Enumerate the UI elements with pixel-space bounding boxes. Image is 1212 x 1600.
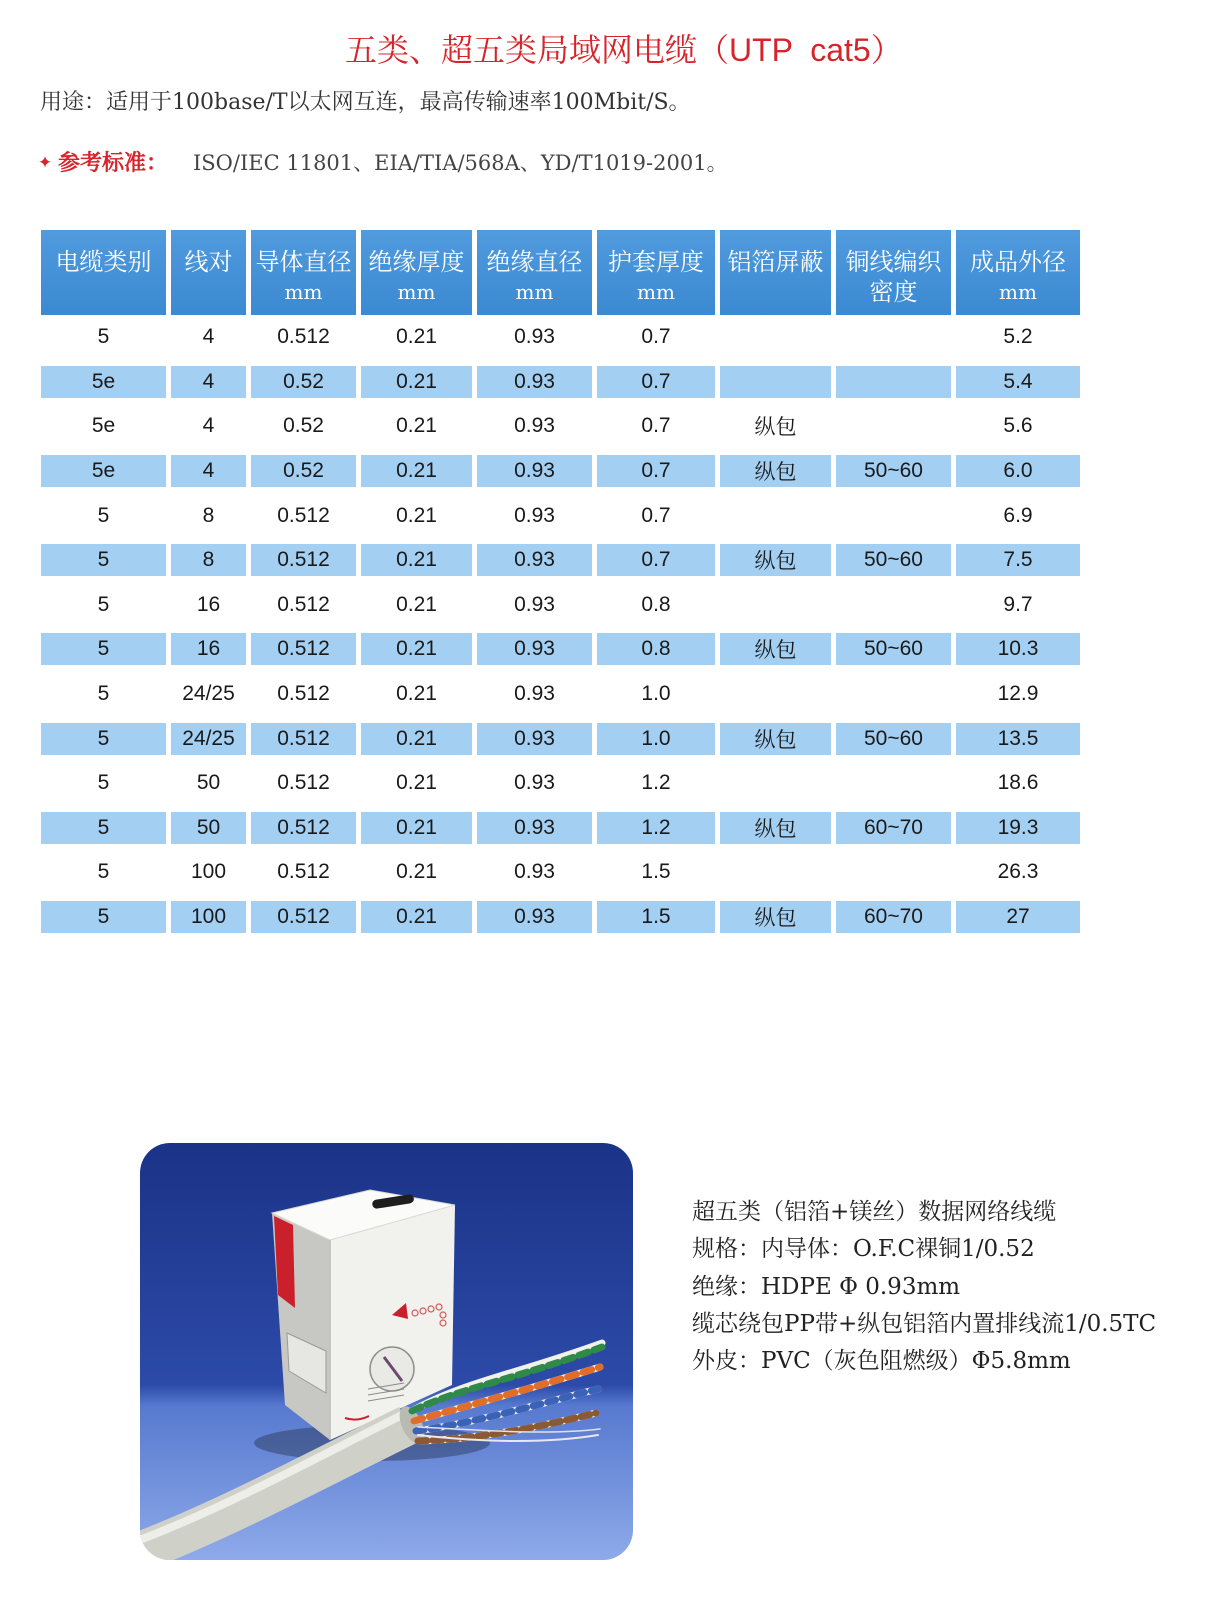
cell-jacket-thickness: 0.7 bbox=[597, 538, 715, 583]
cell-conductor-diameter: 0.512 bbox=[277, 503, 330, 527]
table-row bbox=[41, 583, 1080, 628]
cell-conductor-diameter: 0.512 bbox=[251, 538, 356, 583]
header-sublabel: mm bbox=[999, 280, 1037, 304]
cell-conductor-diameter: 0.52 bbox=[251, 449, 356, 494]
cell-braid-density bbox=[836, 360, 951, 405]
cell-cable-type: 5 bbox=[41, 538, 166, 583]
cell-outer-diameter: 27 bbox=[956, 895, 1080, 940]
cell-pairs: 100 bbox=[190, 860, 227, 884]
cell-outer-diameter: 12.9 bbox=[997, 682, 1039, 706]
cell-insulation-thickness: 0.21 bbox=[396, 325, 437, 349]
cell-insulation-thickness: 0.21 bbox=[396, 414, 437, 438]
header-label: 绝缘厚度 bbox=[368, 248, 465, 276]
cell-foil-shield bbox=[720, 583, 831, 628]
product-description bbox=[692, 1194, 1156, 1380]
cell-conductor-diameter: 0.512 bbox=[277, 771, 330, 795]
cell-insulation-thickness: 0.21 bbox=[361, 806, 472, 851]
cell-foil-shield bbox=[720, 360, 831, 405]
cell-outer-diameter: 19.3 bbox=[956, 806, 1080, 851]
header-insulation-thickness bbox=[361, 230, 472, 315]
cell-foil-shield: 纵包 bbox=[720, 449, 831, 494]
cell-cable-type: 5 bbox=[97, 592, 110, 616]
table-row bbox=[41, 538, 1080, 583]
header-sublabel: 密度 bbox=[869, 278, 918, 306]
cell-jacket-thickness: 1.5 bbox=[641, 860, 671, 884]
cell-pairs: 4 bbox=[202, 414, 215, 438]
star-bullet-icon bbox=[36, 150, 54, 176]
cell-insulation-diameter: 0.93 bbox=[477, 449, 592, 494]
cell-pairs: 8 bbox=[171, 538, 246, 583]
product-photo bbox=[140, 1143, 633, 1560]
cell-foil-shield bbox=[720, 761, 831, 806]
cell-insulation-thickness: 0.21 bbox=[396, 682, 437, 706]
table-row bbox=[41, 761, 1080, 806]
header-label: 铝箔屏蔽 bbox=[727, 248, 824, 276]
header-label: 铜线编织 bbox=[845, 248, 942, 276]
box-red-stripe bbox=[274, 1216, 295, 1308]
header-label: 导体直径 bbox=[255, 248, 352, 276]
cell-insulation-diameter: 0.93 bbox=[514, 325, 555, 349]
product-spec-jacket: 外皮：PVC（灰色阻燃级）Φ5.8mm bbox=[692, 1348, 1071, 1375]
table-header bbox=[41, 230, 1080, 315]
header-label: 线对 bbox=[184, 248, 233, 276]
standards-label: 参考标准： bbox=[58, 150, 169, 175]
cell-pairs: 16 bbox=[171, 627, 246, 672]
cell-foil-shield bbox=[720, 850, 831, 895]
header-jacket-thickness bbox=[597, 230, 715, 315]
cell-cable-type: 5 bbox=[97, 503, 110, 527]
cell-insulation-diameter: 0.93 bbox=[477, 716, 592, 761]
table-body bbox=[41, 315, 1080, 939]
cell-pairs: 16 bbox=[196, 592, 221, 616]
cell-cable-type: 5 bbox=[41, 627, 166, 672]
cell-conductor-diameter: 0.52 bbox=[251, 360, 356, 405]
cell-cable-type: 5 bbox=[41, 895, 166, 940]
cell-foil-shield: 纵包 bbox=[720, 716, 831, 761]
cell-braid-density bbox=[836, 672, 951, 717]
cell-insulation-diameter: 0.93 bbox=[514, 503, 555, 527]
cell-insulation-diameter: 0.93 bbox=[514, 682, 555, 706]
cell-foil-shield: 纵包 bbox=[720, 806, 831, 851]
cell-jacket-thickness: 1.2 bbox=[641, 771, 671, 795]
cell-pairs: 50 bbox=[196, 771, 221, 795]
table-row bbox=[41, 315, 1080, 360]
cell-foil-shield: 纵包 bbox=[754, 415, 797, 440]
table-row bbox=[41, 404, 1080, 449]
header-cable-type bbox=[41, 230, 166, 315]
page-title: 五类、超五类局域网电缆（UTP cat5） bbox=[345, 32, 903, 68]
table-row bbox=[41, 449, 1080, 494]
product-name: 超五类（铝箔+镁丝）数据网络线缆 bbox=[692, 1199, 1057, 1225]
header-sublabel: mm bbox=[515, 280, 554, 304]
cell-braid-density bbox=[836, 404, 951, 449]
cell-insulation-thickness: 0.21 bbox=[361, 716, 472, 761]
cell-insulation-diameter: 0.93 bbox=[514, 414, 555, 438]
cell-braid-density: 50~60 bbox=[836, 538, 951, 583]
cell-insulation-diameter: 0.93 bbox=[477, 627, 592, 672]
cell-outer-diameter: 5.4 bbox=[956, 360, 1080, 405]
cell-outer-diameter: 10.3 bbox=[956, 627, 1080, 672]
cell-cable-type: 5 bbox=[41, 806, 166, 851]
cell-braid-density: 60~70 bbox=[836, 895, 951, 940]
cell-braid-density: 50~60 bbox=[836, 627, 951, 672]
cell-insulation-diameter: 0.93 bbox=[477, 538, 592, 583]
cell-pairs: 4 bbox=[171, 360, 246, 405]
cell-jacket-thickness: 0.7 bbox=[597, 449, 715, 494]
table-row bbox=[41, 672, 1080, 717]
header-sublabel: mm bbox=[284, 280, 323, 304]
table-row bbox=[41, 627, 1080, 672]
cell-outer-diameter: 18.6 bbox=[997, 771, 1039, 795]
cell-insulation-diameter: 0.93 bbox=[514, 771, 555, 795]
cell-insulation-thickness: 0.21 bbox=[361, 449, 472, 494]
header-sublabel: mm bbox=[397, 280, 436, 304]
cell-pairs: 4 bbox=[202, 325, 215, 349]
cell-conductor-diameter: 0.512 bbox=[251, 716, 356, 761]
cell-braid-density: 50~60 bbox=[836, 716, 951, 761]
cell-insulation-thickness: 0.21 bbox=[361, 627, 472, 672]
cell-cable-type: 5e bbox=[41, 449, 166, 494]
cell-pairs: 24/25 bbox=[171, 716, 246, 761]
cell-cable-type: 5 bbox=[97, 682, 110, 706]
cell-cable-type: 5 bbox=[41, 716, 166, 761]
cell-conductor-diameter: 0.512 bbox=[251, 806, 356, 851]
cell-outer-diameter: 9.7 bbox=[1003, 592, 1033, 616]
cell-cable-type: 5 bbox=[97, 860, 110, 884]
header-label: 绝缘直径 bbox=[486, 248, 583, 276]
standards-text: ISO/IEC 11801、EIA/TIA/568A、YD/T1019-2001。 bbox=[193, 151, 728, 175]
cell-pairs: 50 bbox=[171, 806, 246, 851]
cell-insulation-diameter: 0.93 bbox=[477, 806, 592, 851]
cell-jacket-thickness: 0.7 bbox=[597, 360, 715, 405]
cell-conductor-diameter: 0.512 bbox=[251, 895, 356, 940]
cell-braid-density bbox=[836, 493, 951, 538]
table-row bbox=[41, 850, 1080, 895]
cell-pairs: 100 bbox=[171, 895, 246, 940]
cell-jacket-thickness: 0.7 bbox=[641, 503, 671, 527]
header-braid-density bbox=[836, 230, 951, 315]
cell-conductor-diameter: 0.512 bbox=[277, 325, 330, 349]
product-spec-insulation: 绝缘：HDPE Φ 0.93mm bbox=[692, 1273, 961, 1300]
cell-jacket-thickness: 1.2 bbox=[597, 806, 715, 851]
cell-conductor-diameter: 0.512 bbox=[277, 682, 330, 706]
header-insulation-diameter bbox=[477, 230, 592, 315]
cell-outer-diameter: 7.5 bbox=[956, 538, 1080, 583]
table-row bbox=[41, 716, 1080, 761]
cell-braid-density bbox=[836, 850, 951, 895]
cell-foil-shield: 纵包 bbox=[720, 895, 831, 940]
cell-pairs: 24/25 bbox=[182, 682, 235, 706]
cell-outer-diameter: 5.6 bbox=[1003, 414, 1033, 438]
cell-cable-type: 5 bbox=[97, 771, 110, 795]
cell-foil-shield: 纵包 bbox=[720, 538, 831, 583]
cell-braid-density bbox=[836, 761, 951, 806]
cell-cable-type: 5e bbox=[91, 414, 116, 438]
cell-outer-diameter: 6.9 bbox=[1003, 503, 1033, 527]
header-sublabel: mm bbox=[637, 280, 675, 304]
cell-conductor-diameter: 0.52 bbox=[283, 414, 324, 438]
cell-jacket-thickness: 0.7 bbox=[641, 414, 671, 438]
cell-jacket-thickness: 0.8 bbox=[597, 627, 715, 672]
cell-insulation-thickness: 0.21 bbox=[396, 860, 437, 884]
table-row bbox=[41, 895, 1080, 940]
cell-conductor-diameter: 0.512 bbox=[251, 627, 356, 672]
cell-outer-diameter: 5.2 bbox=[1003, 325, 1033, 349]
box-front-face bbox=[330, 1205, 455, 1440]
cell-pairs: 8 bbox=[202, 503, 215, 527]
cell-foil-shield bbox=[720, 315, 831, 360]
cell-insulation-diameter: 0.93 bbox=[514, 860, 555, 884]
cell-cable-type: 5 bbox=[97, 325, 110, 349]
cell-insulation-thickness: 0.21 bbox=[361, 360, 472, 405]
cell-braid-density: 60~70 bbox=[836, 806, 951, 851]
cell-pairs: 4 bbox=[171, 449, 246, 494]
cell-foil-shield: 纵包 bbox=[720, 627, 831, 672]
product-spec-conductor: 规格：内导体：O.F.C裸铜1/0.52 bbox=[692, 1236, 1035, 1263]
cell-braid-density bbox=[836, 315, 951, 360]
cell-braid-density: 50~60 bbox=[836, 449, 951, 494]
header-pairs bbox=[171, 230, 246, 315]
cell-foil-shield bbox=[720, 672, 831, 717]
header-label: 护套厚度 bbox=[608, 248, 704, 276]
cell-insulation-thickness: 0.21 bbox=[396, 592, 437, 616]
cell-jacket-thickness: 1.0 bbox=[597, 716, 715, 761]
cell-cable-type: 5e bbox=[41, 360, 166, 405]
header-label: 电缆类别 bbox=[55, 248, 152, 276]
table-row bbox=[41, 360, 1080, 405]
usage-text: 用途：适用于100base/T以太网互连，最高传输速率100Mbit/S。 bbox=[40, 90, 691, 115]
cell-insulation-diameter: 0.93 bbox=[477, 360, 592, 405]
cell-braid-density bbox=[836, 583, 951, 628]
cell-outer-diameter: 13.5 bbox=[956, 716, 1080, 761]
spec-table bbox=[41, 230, 1080, 939]
cell-jacket-thickness: 0.7 bbox=[641, 325, 671, 349]
product-spec-core-wrap: 缆芯绕包PP带+纵包铝箔内置排线流1/0.5TC bbox=[692, 1310, 1157, 1337]
cell-insulation-diameter: 0.93 bbox=[514, 592, 555, 616]
header-outer-diameter bbox=[956, 230, 1080, 315]
cable bbox=[140, 1403, 430, 1560]
header-label: 成品外径 bbox=[970, 248, 1066, 276]
table-row bbox=[41, 806, 1080, 851]
cell-jacket-thickness: 1.5 bbox=[597, 895, 715, 940]
cell-outer-diameter: 6.0 bbox=[956, 449, 1080, 494]
cell-insulation-thickness: 0.21 bbox=[361, 538, 472, 583]
cell-jacket-thickness: 1.0 bbox=[641, 682, 671, 706]
table-row bbox=[41, 493, 1080, 538]
header-foil-shield bbox=[720, 230, 831, 315]
cell-outer-diameter: 26.3 bbox=[997, 860, 1039, 884]
cell-insulation-thickness: 0.21 bbox=[396, 503, 437, 527]
cell-foil-shield bbox=[720, 493, 831, 538]
cell-jacket-thickness: 0.8 bbox=[641, 592, 671, 616]
header-conductor-diameter bbox=[251, 230, 356, 315]
cell-insulation-diameter: 0.93 bbox=[477, 895, 592, 940]
cell-conductor-diameter: 0.512 bbox=[277, 592, 330, 616]
cable-box-illustration bbox=[140, 1143, 633, 1560]
cell-insulation-thickness: 0.21 bbox=[361, 895, 472, 940]
cell-conductor-diameter: 0.512 bbox=[277, 860, 330, 884]
cell-insulation-thickness: 0.21 bbox=[396, 771, 437, 795]
